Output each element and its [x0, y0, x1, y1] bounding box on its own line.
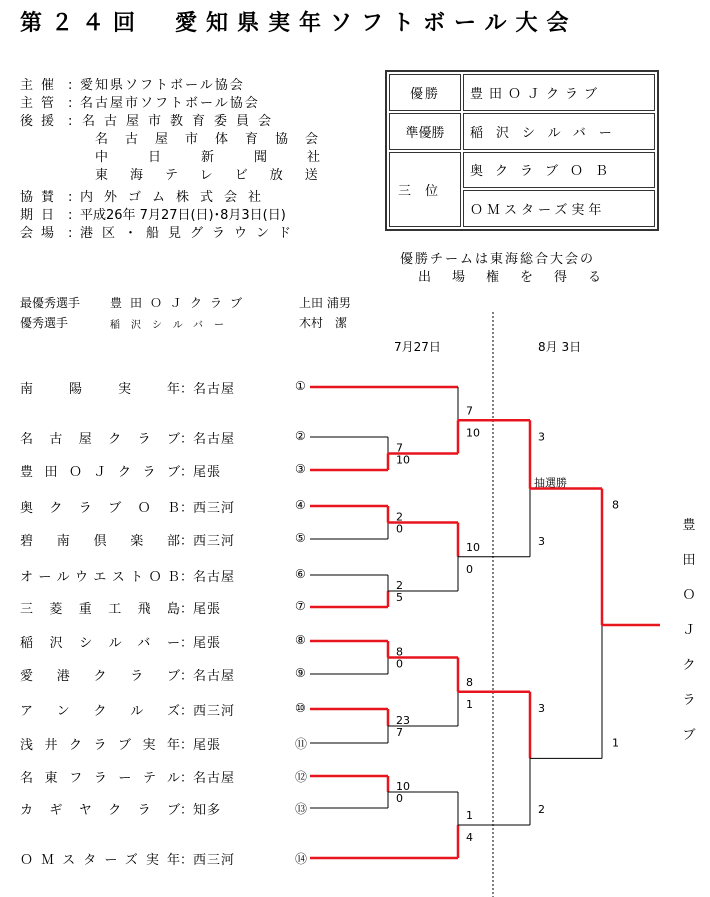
mvp-team: 豊田ＯＪクラブ	[110, 296, 251, 310]
champion-char: ラ	[682, 693, 696, 708]
venue-line: 会場 : 港区・船見グラウンド	[20, 222, 300, 241]
team-name: 三菱重工飛島	[20, 602, 180, 617]
sponsor-line: 協賛 : 内外ゴム株式会社	[20, 186, 272, 205]
period-line: 期日 : 平成26年 7月27日(日)･8月3日(日)	[20, 204, 286, 223]
champion-char: ブ	[682, 728, 696, 743]
mvp-name: 上田 浦男	[299, 296, 351, 310]
mvp-label: 最優秀選手	[20, 296, 81, 310]
supporter-1: 名古屋市教育委員会	[82, 114, 281, 129]
team-seed: ⑥	[295, 567, 306, 581]
score-label: 10	[466, 540, 480, 554]
champion-char: 豊	[682, 518, 696, 533]
team-name: 奥クラブＯＢ	[20, 501, 180, 516]
outstanding-team: 稲沢シルバー	[110, 320, 236, 331]
score-label: 3	[538, 701, 545, 715]
team-seed: ⑨	[295, 666, 306, 680]
team-region: 西三河	[193, 704, 236, 719]
team-separator: ：	[180, 803, 194, 818]
team-seed: ⑫	[295, 770, 308, 784]
supporter-2: 名古屋市体育協会	[95, 132, 336, 147]
team-name: オールウエストＯＢ	[20, 570, 180, 585]
team-name: ＯＭスターズ実年	[20, 853, 180, 868]
score-label: 10	[396, 453, 410, 467]
score-label: 0	[466, 562, 473, 576]
team-region: 尾張	[193, 636, 222, 651]
team-region: 西三河	[193, 501, 236, 516]
team-seed: ⑤	[295, 531, 306, 545]
score-label: 4	[466, 831, 473, 844]
manager-line: 主管 : 名古屋市ソフトボール協会	[20, 92, 260, 111]
team-seed: ⑬	[295, 802, 308, 816]
team-region: 名古屋	[193, 669, 236, 684]
score-label: 10	[396, 780, 410, 793]
organizer-value: 愛知県ソフトボール協会	[80, 78, 245, 93]
score-label: 2	[538, 803, 545, 816]
team-region: 尾張	[193, 465, 222, 480]
team-separator: ：	[180, 853, 194, 868]
champion-char: Ｏ	[682, 588, 696, 603]
team-separator: ：	[180, 704, 194, 719]
supporter-4: 東海テレビ放送	[95, 168, 340, 183]
score-label: 2	[396, 510, 403, 524]
score-label: 0	[396, 792, 403, 805]
score-label: 10	[466, 426, 480, 440]
team-name: 名古屋クラブ	[20, 432, 180, 447]
score-label: 7	[466, 404, 473, 418]
score-label: 0	[396, 657, 403, 671]
score-label: 3	[538, 534, 545, 548]
lottery-note: 抽選勝	[534, 476, 567, 490]
team-region: 名古屋	[193, 570, 236, 585]
venue-value: 港区・船見グラウンド	[80, 226, 301, 241]
organizer-line: 主催 : 愛知県ソフトボール協会	[20, 74, 245, 93]
team-region: 尾張	[193, 738, 222, 753]
winner-label: 優勝	[389, 74, 461, 111]
score-label: 3	[538, 430, 545, 444]
period-label: 期日	[20, 208, 63, 223]
team-name: カギヤクラブ	[20, 803, 180, 818]
score-label: 23	[396, 714, 410, 727]
team-separator: ：	[180, 465, 194, 480]
team-separator: ：	[180, 534, 194, 549]
team-separator: ：	[180, 669, 194, 684]
team-name: 浅井クラブ実年	[20, 738, 180, 753]
team-name: 豊田ＯＪクラブ	[20, 465, 180, 480]
team-seed: ⑩	[295, 701, 306, 715]
score-label: 2	[396, 579, 403, 592]
support-label: 後援	[20, 114, 63, 129]
team-region: 西三河	[193, 534, 236, 549]
team-region: 名古屋	[193, 382, 236, 397]
team-name: 名東フラーテル	[20, 771, 180, 786]
score-label: 0	[396, 522, 403, 536]
score-label: 8	[466, 675, 473, 689]
team-region: 尾張	[193, 602, 222, 617]
date-day1: 7月27日	[394, 340, 441, 354]
score-label: 5	[396, 591, 403, 604]
score-label: 1	[466, 697, 473, 711]
note-line-1: 優勝チームは東海総合大会の	[400, 252, 596, 267]
score-label: 1	[612, 736, 619, 750]
winner-team: 豊田ＯＪクラブ	[463, 74, 655, 111]
period-value: 平成26年 7月27日(日)･8月3日(日)	[80, 208, 286, 223]
champion-char: ク	[682, 658, 696, 673]
outstanding-name: 木村 潔	[299, 316, 348, 330]
score-label: 7	[396, 441, 403, 455]
runner-up-team: 稲沢シルバー	[463, 113, 655, 150]
score-label: 1	[466, 809, 473, 822]
team-name: アンクルズ	[20, 704, 180, 719]
team-separator: ：	[180, 570, 194, 585]
team-seed: ②	[295, 429, 306, 443]
team-name: 南陽実年	[20, 382, 180, 397]
team-seed: ⑭	[295, 852, 308, 866]
team-name: 愛港クラブ	[20, 669, 180, 684]
team-seed: ①	[295, 379, 306, 393]
team-separator: ：	[180, 636, 194, 651]
date-day2: 8月 3日	[538, 340, 582, 354]
third-label: 三位	[389, 152, 461, 228]
support-line: 後援 :	[20, 110, 80, 129]
manager-label: 主管	[20, 96, 63, 111]
team-seed: ④	[295, 498, 306, 512]
team-region: 知多	[193, 803, 222, 818]
team-name: 稲沢シルバー	[20, 636, 180, 651]
team-separator: ：	[180, 602, 194, 617]
sponsor-label: 協賛	[20, 190, 63, 205]
team-separator: ：	[180, 501, 194, 516]
team-seed: ⑦	[295, 599, 306, 613]
supporter-3: 中日新聞社	[95, 150, 361, 165]
third-team-1: 奥クラブＯＢ	[463, 152, 655, 189]
team-seed: ⑪	[295, 737, 308, 751]
page-title: 第２４回 愛知県実年ソフトボール大会	[20, 11, 578, 36]
team-seed: ⑧	[295, 633, 306, 647]
score-label: 8	[396, 645, 403, 659]
venue-label: 会場	[20, 226, 63, 241]
runner-up-label: 準優勝	[389, 113, 461, 150]
champion-char: Ｊ	[682, 623, 696, 638]
team-region: 西三河	[193, 853, 236, 868]
team-seed: ③	[295, 462, 306, 476]
note-line-2: 出場権を得る	[418, 270, 623, 285]
team-separator: ：	[180, 432, 194, 447]
manager-value: 名古屋市ソフトボール協会	[80, 96, 260, 111]
outstanding-label: 優秀選手	[20, 316, 69, 330]
team-separator: ：	[180, 771, 194, 786]
organizer-label: 主催	[20, 78, 63, 93]
team-name: 碧南倶楽部	[20, 534, 180, 549]
champion-char: 田	[682, 553, 696, 568]
team-separator: ：	[180, 382, 194, 397]
score-label: 8	[612, 498, 619, 512]
team-region: 名古屋	[193, 432, 236, 447]
third-team-2: ＯＭスターズ実年	[463, 190, 655, 227]
team-separator: ：	[180, 738, 194, 753]
team-region: 名古屋	[193, 771, 236, 786]
score-label: 7	[396, 726, 403, 739]
sponsor-value: 内外ゴム株式会社	[80, 190, 273, 205]
